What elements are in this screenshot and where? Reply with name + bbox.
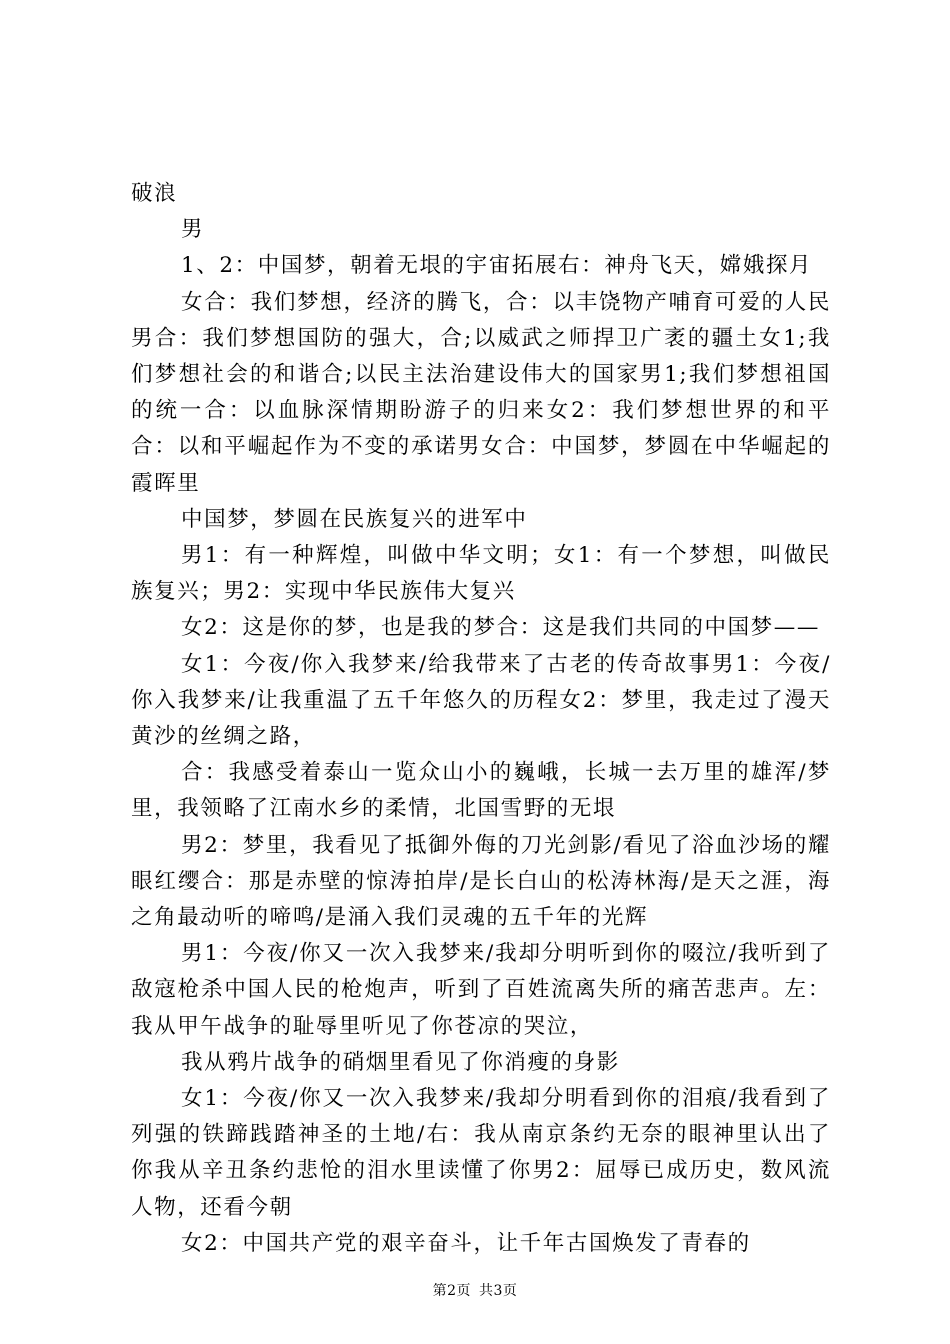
paragraph: 破浪 <box>131 181 178 206</box>
paragraph: 1、2：中国梦，朝着无垠的宇宙拓展右：神舟飞天，嫦娥探月 <box>181 253 813 279</box>
paragraph: 男1：今夜/你又一次入我梦来/我却分明听到你的啜泣/我听到了敌寇枪杀中国人民的枪炮声，听到了百姓流离失所的痛苦悲声。左：我从甲午战争的耻辱里听见了你苍凉的哭泣， <box>131 941 831 1039</box>
paragraph: 我从鸦片战争的硝烟里看见了你消瘦的身影 <box>181 1049 620 1075</box>
paragraph: 中国梦，梦圆在民族复兴的进军中 <box>181 506 528 532</box>
paragraph: 男1：有一种辉煌，叫做中华文明；女1：有一个梦想，叫做民族复兴；男2：实现中华民族伟大复兴 <box>131 543 831 605</box>
paragraph: 女1：今夜/你入我梦来/给我带来了古老的传奇故事男1：今夜/你入我梦来/让我重温了五千年悠久的历程女2：梦里，我走过了漫天黄沙的丝绸之路， <box>131 651 831 750</box>
page-footer <box>0 1280 950 1300</box>
page-total: 共3页 <box>479 1283 518 1299</box>
paragraph: 男 <box>181 217 205 243</box>
document-body <box>131 176 831 1262</box>
paragraph: 女合：我们梦想，经济的腾飞，合：以丰饶物产哺育可爱的人民男合：我们梦想国防的强大，合;以威武之师捍卫广袤的疆土女1;我们梦想社会的和谐合;以民主法治建设伟大的国家男1;我们梦想祖国的统一合：以血脉深情期盼游子的归来女2：我们梦想世界的和平合：以和平崛起作为不变的承诺男女合：中国梦，梦圆在中华崛起的霞晖里 <box>131 289 831 496</box>
paragraph: 女2：这是你的梦，也是我的梦合：这是我们共同的中国梦—— <box>181 615 820 641</box>
paragraph: 合：我感受着泰山一览众山小的巍峨，长城一去万里的雄浑/梦里，我领略了江南水乡的柔情，北国雪野的无垠 <box>131 760 831 822</box>
paragraph: 女1：今夜/你又一次入我梦来/我却分明看到你的泪痕/我看到了列强的铁蹄践踏神圣的土地/右：我从南京条约无奈的眼神里认出了你我从辛丑条约悲怆的泪水里读懂了你男2：屈辱已成历史，数风流人物，还看今朝 <box>131 1086 831 1220</box>
paragraph: 女2：中国共产党的艰辛奋斗，让千年古国焕发了青春的 <box>181 1230 751 1256</box>
paragraph: 男2：梦里，我看见了抵御外侮的刀光剑影/看见了浴血沙场的耀眼红缨合：那是赤壁的惊涛拍岸/是长白山的松涛林海/是天之涯，海之角最动听的啼鸣/是涌入我们灵魂的五千年的光辉 <box>131 832 831 931</box>
page-number: 第2页 <box>432 1283 471 1299</box>
